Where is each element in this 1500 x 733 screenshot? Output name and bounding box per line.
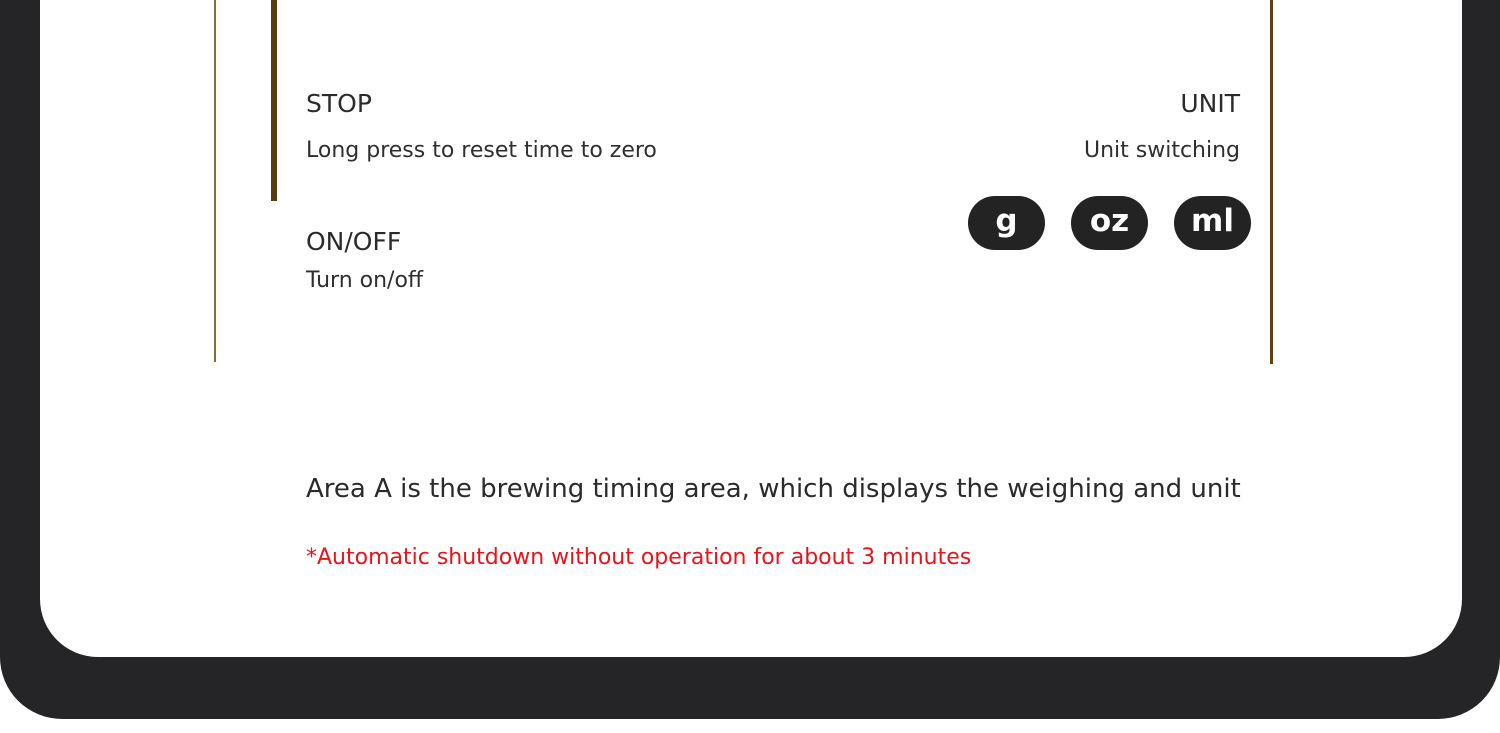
auto-shutdown-warning: *Automatic shutdown without operation for about 3 minutes: [306, 545, 972, 570]
onoff-description: Turn on/off: [306, 268, 424, 293]
unit-title: UNIT: [1180, 89, 1240, 118]
unit-badge-g: g: [968, 196, 1045, 250]
stop-title: STOP: [306, 89, 372, 118]
stop-description: Long press to reset time to zero: [306, 138, 657, 163]
unit-description: Unit switching: [1083, 138, 1240, 163]
left-outer-divider: [214, 0, 216, 362]
area-a-note: Area A is the brewing timing area, which displays the weighing and unit: [306, 474, 1241, 504]
right-outer-divider: [1270, 0, 1273, 364]
unit-badge-ml: ml: [1174, 196, 1251, 250]
onoff-title: ON/OFF: [306, 227, 402, 256]
unit-badges: [968, 196, 1251, 250]
unit-badge-oz: oz: [1071, 196, 1148, 250]
left-inner-divider: [271, 0, 277, 201]
